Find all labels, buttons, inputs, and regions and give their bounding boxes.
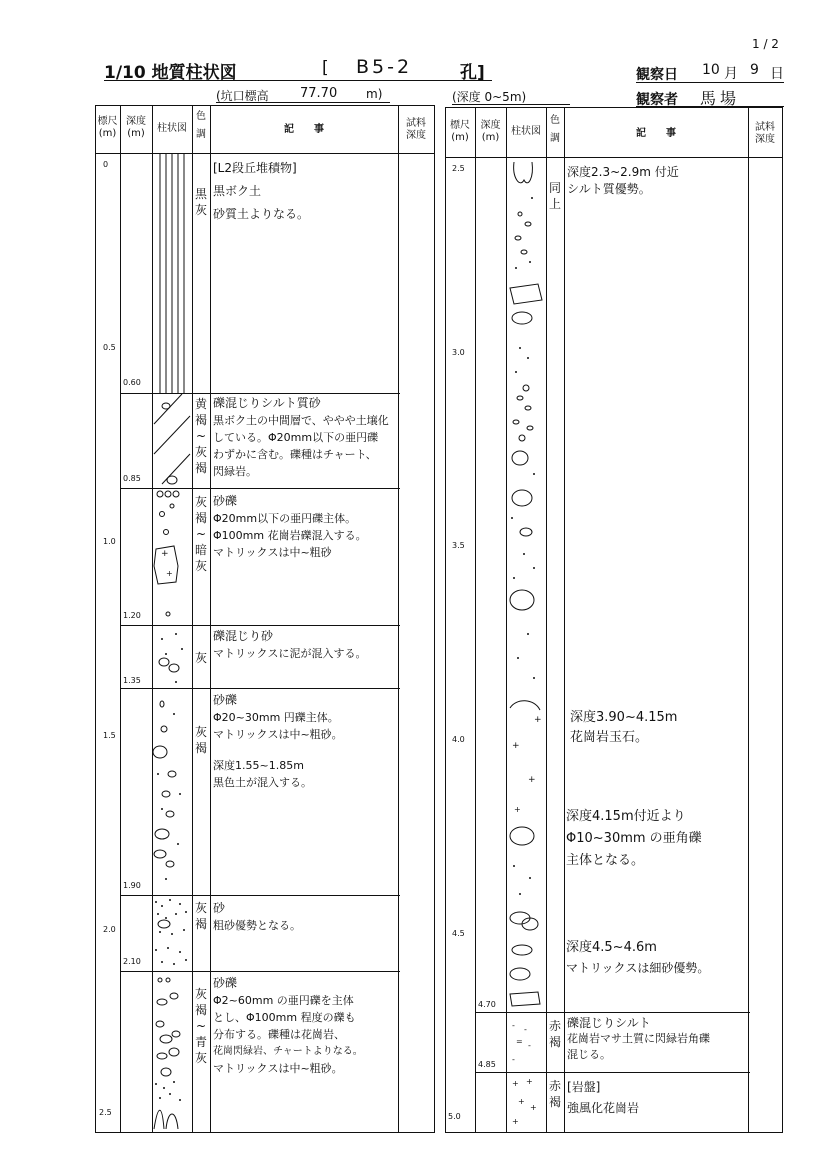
obs-month: 10 bbox=[702, 62, 720, 78]
svg-text:+: + bbox=[161, 549, 169, 559]
header-description: 記 事 bbox=[636, 128, 676, 139]
svg-text:-: - bbox=[512, 1021, 515, 1030]
layer-depth: 1.35 bbox=[123, 676, 141, 685]
obs-month-unit: 月 bbox=[724, 66, 738, 82]
svg-text:+: + bbox=[514, 805, 521, 814]
svg-text:-: - bbox=[524, 1025, 527, 1034]
depth-note bbox=[566, 938, 709, 978]
desc-line: マトリックスに泥が混入する。 bbox=[213, 647, 367, 660]
layer-description bbox=[567, 1015, 710, 1063]
layer-depth: 1.90 bbox=[123, 881, 141, 890]
layer-color: 灰 bbox=[194, 651, 207, 665]
scale-tick: 5.0 bbox=[448, 1112, 461, 1121]
layer-description bbox=[213, 493, 367, 561]
layer-color: 同上 bbox=[548, 181, 561, 211]
scale-tick: 2.5 bbox=[99, 1108, 112, 1117]
note-line: Φ10~30mm の亜角礫 bbox=[566, 831, 702, 846]
svg-text:-: - bbox=[528, 1041, 531, 1050]
layer-description bbox=[213, 628, 366, 662]
layer-color: 灰褐~暗灰 bbox=[194, 495, 207, 573]
desc-line: マトリックスは中~粗砂。 bbox=[213, 1062, 343, 1075]
svg-text:=: = bbox=[516, 1037, 523, 1046]
collar-unit: m) bbox=[366, 87, 383, 101]
observer-name: 馬場 bbox=[700, 89, 741, 108]
obs-date-label: 観察日 bbox=[636, 67, 678, 83]
depth-range: (深度 0~5m) bbox=[452, 88, 570, 105]
svg-text:+: + bbox=[512, 1079, 519, 1088]
svg-text:+: + bbox=[512, 741, 520, 751]
layer-depth: 0.85 bbox=[123, 474, 141, 483]
note-line: シルト質優勢。 bbox=[567, 182, 651, 196]
obs-day-unit: 日 bbox=[770, 66, 784, 82]
header-color: 色 調 bbox=[196, 111, 206, 140]
header-sample: 試料 深度 bbox=[755, 122, 775, 145]
scale-tick: 4.0 bbox=[452, 735, 465, 744]
layer-description bbox=[213, 395, 389, 480]
desc-line: Φ2~60mm の亜円礫を主体 bbox=[213, 994, 354, 1007]
right-strata-column bbox=[506, 158, 546, 1132]
layer-description bbox=[213, 900, 301, 934]
layer-description bbox=[213, 975, 363, 1077]
desc-line: 花崗閃緑岩、チャートよりなる。 bbox=[213, 1046, 363, 1057]
desc-line: 礫混じりシルト質砂 bbox=[213, 396, 321, 410]
collar-elevation bbox=[216, 86, 390, 103]
desc-line: わずかに含む。礫種はチャート、 bbox=[213, 448, 377, 461]
desc-line: とし、Φ100mm 程度の礫も bbox=[213, 1011, 356, 1024]
scale-tick: 4.5 bbox=[452, 929, 465, 938]
note-line: 深度3.90~4.15m bbox=[570, 710, 678, 725]
layer-depth: 2.10 bbox=[123, 957, 141, 966]
svg-text:-: - bbox=[512, 1055, 515, 1064]
desc-line: 礫混じり砂 bbox=[213, 629, 274, 643]
svg-text:+: + bbox=[530, 1103, 537, 1112]
layer-depth: 4.85 bbox=[478, 1060, 496, 1069]
desc-line: Φ20~30mm 円礫主体。 bbox=[213, 711, 339, 724]
desc-line: Φ100mm 花崗岩礫混入する。 bbox=[213, 529, 367, 542]
header-scale: 標尺 (m) bbox=[97, 116, 118, 139]
desc-line: 粗砂優勢となる。 bbox=[213, 919, 301, 932]
layer-color: 灰褐 bbox=[194, 901, 207, 931]
observer bbox=[636, 86, 784, 107]
right-log-panel bbox=[445, 107, 783, 1133]
note-line: 深度4.15m付近より bbox=[566, 809, 686, 824]
title-block bbox=[104, 56, 492, 81]
page-title: 1/10 地質柱状図 bbox=[104, 63, 237, 83]
note-line: 花崗岩玉石。 bbox=[570, 730, 649, 745]
svg-text:+: + bbox=[518, 1097, 525, 1106]
desc-line: している。Φ20mm以下の亜円礫 bbox=[213, 431, 379, 444]
observer-label: 観察者 bbox=[636, 92, 678, 108]
bore-id: B5-2 bbox=[356, 56, 413, 78]
layer-color: 灰褐~青灰 bbox=[194, 987, 207, 1065]
obs-day: 9 bbox=[750, 62, 759, 78]
scale-tick: 0 bbox=[103, 160, 109, 169]
scale-tick: 3.5 bbox=[452, 541, 465, 550]
desc-line: 礫混じりシルト bbox=[567, 1016, 651, 1030]
desc-line: 黒ボク土 bbox=[213, 184, 262, 198]
desc-line: マトリックスは中~粗砂 bbox=[213, 546, 332, 559]
desc-line: 砂礫 bbox=[213, 494, 238, 508]
desc-line: [岩盤] bbox=[567, 1080, 601, 1094]
depth-note bbox=[567, 164, 679, 198]
desc-line: 強風化花崗岩 bbox=[567, 1101, 640, 1115]
obs-date bbox=[636, 60, 784, 83]
desc-line: 混じる。 bbox=[567, 1048, 611, 1061]
desc-line: 閃緑岩。 bbox=[213, 465, 257, 478]
note-line: 深度4.5~4.6m bbox=[566, 940, 657, 955]
desc-line: 黒色土が混入する。 bbox=[213, 776, 312, 789]
depth-note bbox=[570, 708, 677, 748]
bore-suffix: 孔] bbox=[460, 63, 485, 83]
layer-description bbox=[213, 692, 343, 791]
svg-text:+: + bbox=[528, 775, 536, 785]
layer-depth: 4.70 bbox=[478, 1000, 496, 1009]
header-scale: 標尺 (m) bbox=[450, 120, 470, 143]
header-sample: 試料 深度 bbox=[406, 118, 426, 141]
layer-color: 赤褐 bbox=[548, 1079, 561, 1109]
header-column: 柱状図 bbox=[157, 123, 187, 134]
layer-color: 赤褐 bbox=[548, 1019, 561, 1049]
desc-line: 分布する。礫種は花崗岩、 bbox=[213, 1028, 345, 1041]
header-column: 柱状図 bbox=[511, 126, 541, 137]
note-line: マトリックスは細砂優勢。 bbox=[566, 961, 710, 975]
desc-line: 黒ボク土の中間層で、ややや土壌化 bbox=[213, 414, 389, 427]
scale-tick: 1.5 bbox=[103, 731, 116, 740]
desc-line: 砂礫 bbox=[213, 693, 238, 707]
desc-line: 砂質土よりなる。 bbox=[213, 207, 310, 221]
layer-color: 黒灰 bbox=[194, 187, 207, 217]
scale-tick: 3.0 bbox=[452, 348, 465, 357]
svg-text:+: + bbox=[166, 569, 173, 578]
note-line: 深度2.3~2.9m 付近 bbox=[567, 165, 679, 179]
svg-text:+: + bbox=[534, 715, 542, 725]
header-depth: 深度 (m) bbox=[480, 120, 501, 143]
collar-label: (坑口標高 bbox=[216, 89, 269, 103]
layer-depth: 1.20 bbox=[123, 611, 141, 620]
desc-line: 砂 bbox=[213, 901, 226, 915]
page-number: 1 / 2 bbox=[752, 37, 779, 51]
desc-line: マトリックスは中~粗砂。 bbox=[213, 728, 343, 741]
header-description: 記 事 bbox=[284, 124, 324, 135]
layer-color: 黄褐~灰褐 bbox=[194, 397, 207, 475]
scale-tick: 0.5 bbox=[103, 343, 116, 352]
desc-line: Φ20mm以下の亜円礫主体。 bbox=[213, 512, 357, 525]
scale-tick: 2.0 bbox=[103, 925, 116, 934]
depth-note bbox=[566, 806, 702, 872]
desc-line: [L2段丘堆積物] bbox=[213, 161, 297, 175]
svg-text:+: + bbox=[512, 1117, 519, 1126]
desc-line: 深度1.55~1.85m bbox=[213, 759, 304, 772]
desc-line: 砂礫 bbox=[213, 976, 238, 990]
desc-line: 花崗岩マサ土質に閃緑岩角礫 bbox=[567, 1032, 710, 1045]
svg-text:+: + bbox=[526, 1077, 533, 1086]
header-depth: 深度 (m) bbox=[126, 116, 146, 139]
layer-depth: 0.60 bbox=[123, 378, 141, 387]
bore-open-bracket: [ bbox=[322, 58, 329, 78]
scale-tick: 2.5 bbox=[452, 164, 465, 173]
left-strata-column bbox=[152, 154, 192, 1132]
layer-color: 灰褐 bbox=[194, 725, 207, 755]
desc-line bbox=[213, 743, 343, 757]
collar-value: 77.70 bbox=[300, 86, 338, 101]
layer-description bbox=[567, 1076, 639, 1118]
scale-tick: 1.0 bbox=[103, 537, 116, 546]
note-line: 主体となる。 bbox=[566, 853, 645, 868]
layer-description bbox=[213, 160, 309, 223]
header-color: 色 調 bbox=[550, 115, 560, 144]
